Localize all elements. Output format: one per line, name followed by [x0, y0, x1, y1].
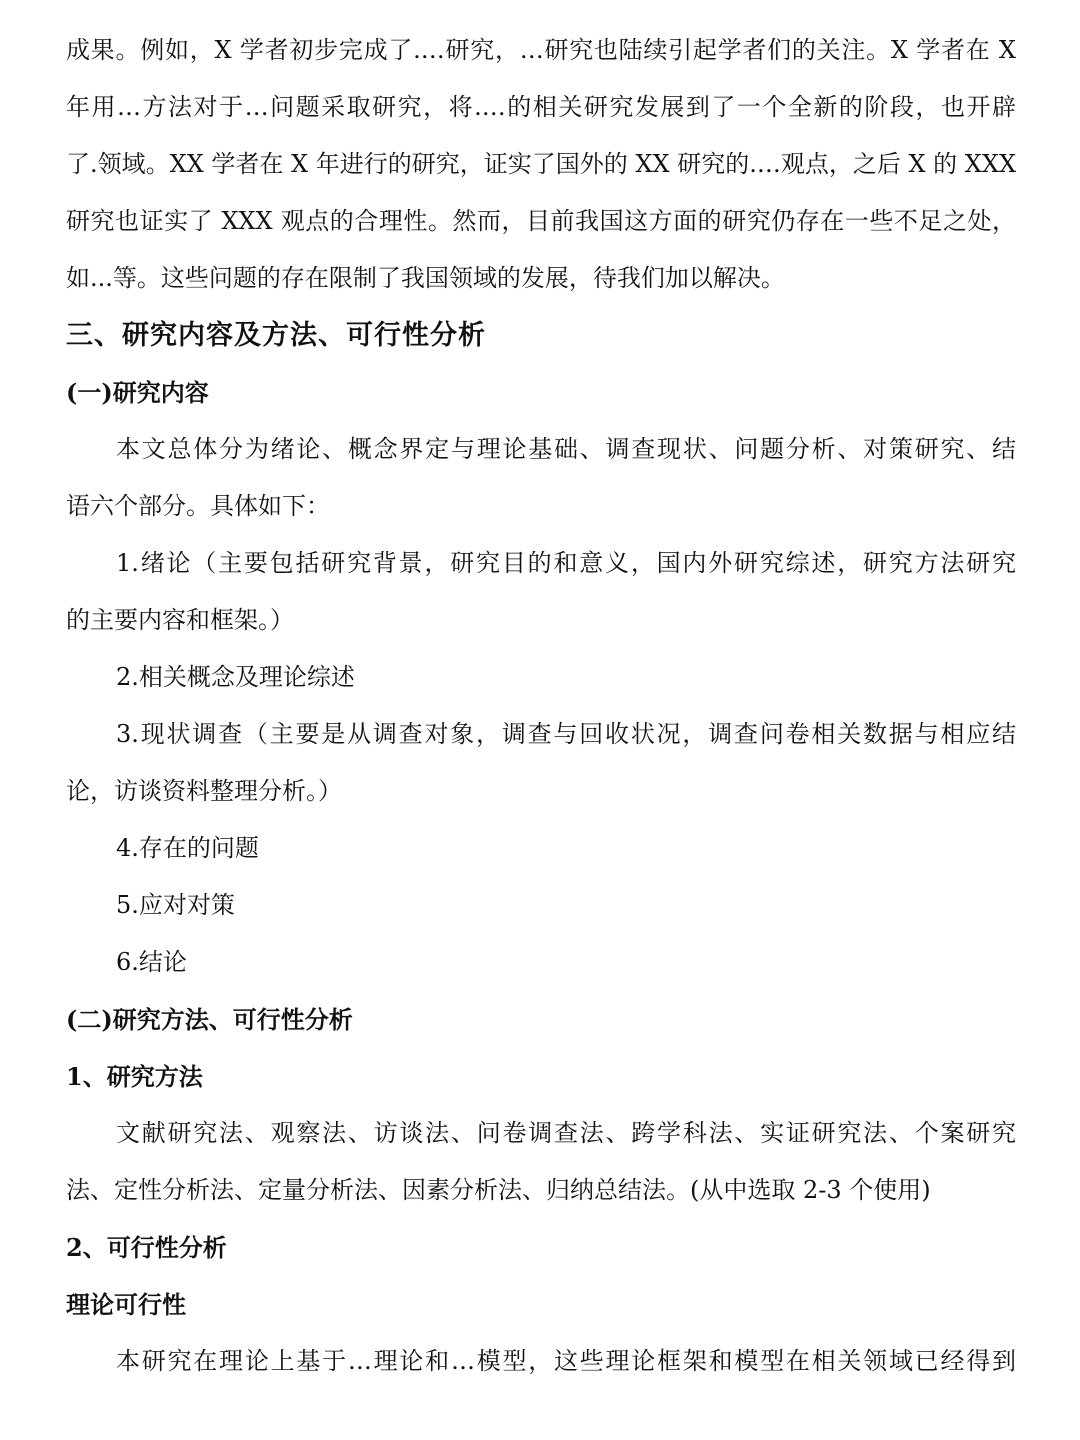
methods-heading: 1、研究方法	[66, 1062, 203, 1091]
list-item-3: 3.现状调查（主要是从调查对象，调查与回收状况，调查问卷相关数据与相应结	[116, 720, 1016, 748]
section-heading: 三、研究内容及方法、可行性分析	[66, 320, 486, 351]
intro-paragraph-line: 了.领域。XX 学者在 X 年进行的研究，证实了国外的 XX 研究的.…观点，之后 X 的 XXX	[66, 150, 1016, 178]
subsection-heading-content: (一)研究内容	[66, 378, 209, 407]
list-item-6: 6.结论	[116, 948, 187, 976]
intro-paragraph-line: 研究也证实了 XXX 观点的合理性。然而，目前我国这方面的研究仍存在一些不足之处，	[66, 207, 1016, 235]
methods-paragraph-line: 文献研究法、观察法、访谈法、问卷调查法、跨学科法、实证研究法、个案研究	[116, 1119, 1016, 1147]
content-paragraph-line: 本文总体分为绪论、概念界定与理论基础、调查现状、问题分析、对策研究、结	[116, 435, 1016, 463]
list-item-1-continued: 的主要内容和框架。）	[66, 606, 294, 634]
list-item-3-continued: 论，访谈资料整理分析。）	[66, 777, 342, 805]
content-paragraph-line: 语六个部分。具体如下：	[66, 492, 330, 520]
feasibility-heading: 2、可行性分析	[66, 1233, 227, 1262]
list-item-1: 1.绪论（主要包括研究背景，研究目的和意义，国内外研究综述，研究方法研究	[116, 549, 1016, 577]
theory-feasibility-heading: 理论可行性	[66, 1290, 186, 1319]
subsection-heading-methods-feasibility: (二)研究方法、可行性分析	[66, 1005, 353, 1034]
list-item-5: 5.应对对策	[116, 891, 235, 919]
intro-paragraph-line: 成果。例如，X 学者初步完成了.…研究，…研究也陆续引起学者们的关注。X 学者在 X	[66, 36, 1016, 64]
theory-paragraph-line: 本研究在理论上基于…理论和…模型，这些理论框架和模型在相关领域已经得到	[116, 1347, 1016, 1375]
list-item-4: 4.存在的问题	[116, 834, 259, 862]
list-item-2: 2.相关概念及理论综述	[116, 663, 355, 691]
intro-paragraph-line: 年用…方法对于…问题采取研究，将.…的相关研究发展到了一个全新的阶段，也开辟	[66, 93, 1016, 121]
intro-paragraph-line: 如...等。这些问题的存在限制了我国领域的发展，待我们加以解决。	[66, 264, 785, 292]
document-page	[66, 22, 1016, 1390]
methods-paragraph-line: 法、定性分析法、定量分析法、因素分析法、归纳总结法。(从中选取 2-3 个使用)	[66, 1176, 931, 1204]
